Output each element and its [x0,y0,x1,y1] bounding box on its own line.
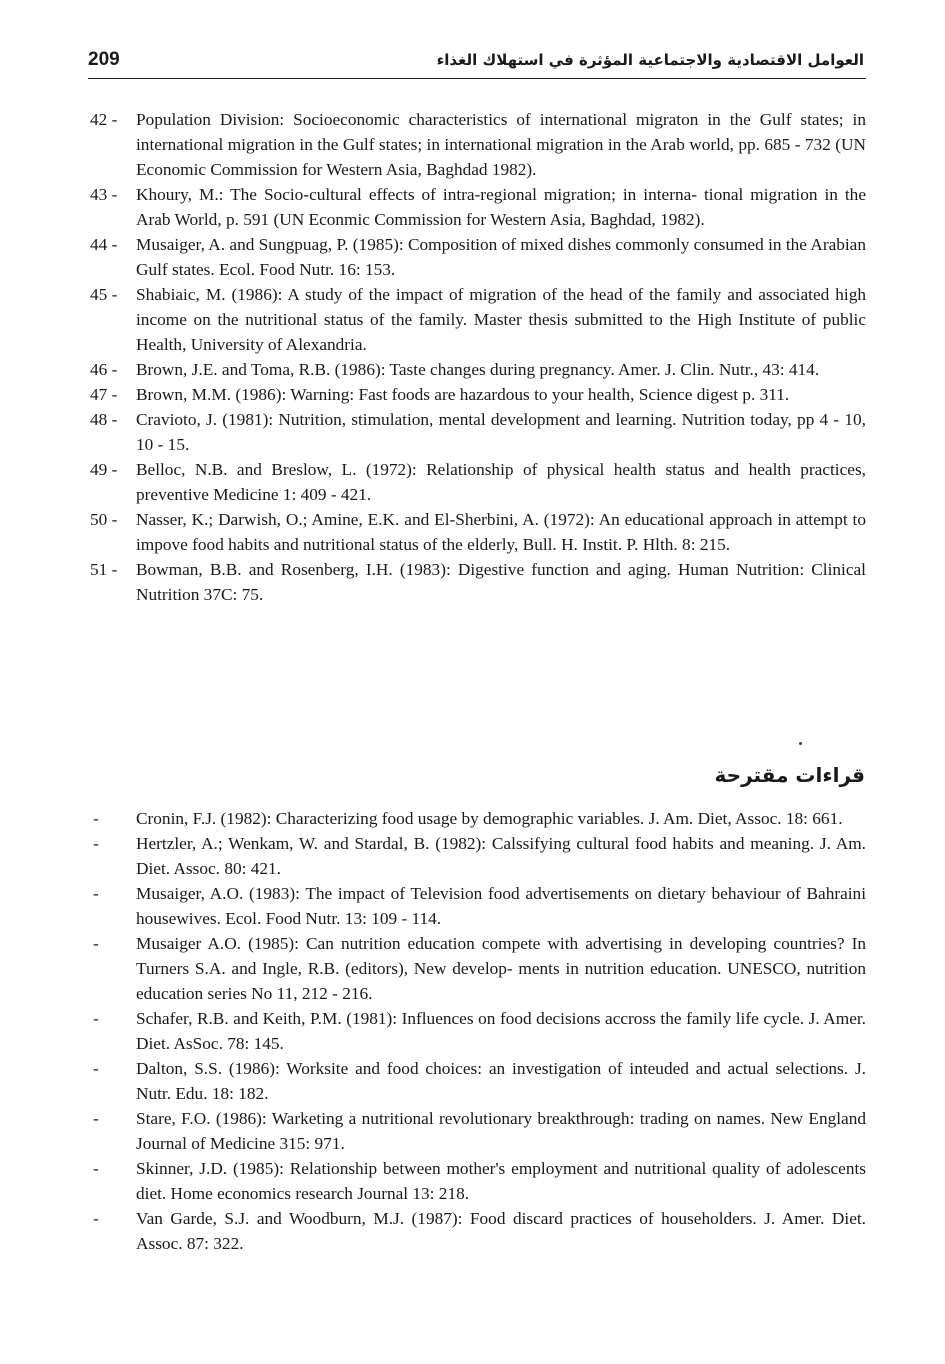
reference-item [90,557,866,607]
reference-text: Population Division: Socioeconomic characteristics of international migraton in the Gulf states; in international migration in the Gulf states; in international migration in the Arab world, pp. 685 - 732 (UN Economic Commission for Western Asia, Baghdad 1982). [136,110,866,179]
dash-bullet: - [93,1009,99,1028]
reference-item [90,507,866,557]
dash-bullet: - [93,1059,99,1078]
reading-text: Skinner, J.D. (1985): Relationship between mother's employment and nutritional quality of adolescents diet. Home economics research Journal 13: 218. [136,1159,866,1203]
reading-text: Dalton, S.S. (1986): Worksite and food choices: an investigation of inteuded and actual selections. J. Nutr. Edu. 18: 182. [136,1059,866,1103]
reading-item [90,881,866,931]
reading-text: Musaiger, A.O. (1983): The impact of Television food advertisements on dietary behaviour of Bahraini housewives. Ecol. Food Nutr. 13: 109 - 114. [136,884,866,928]
dash-bullet: - [93,809,99,828]
reading-text: Stare, F.O. (1986): Warketing a nutritional revolutionary breakthrough: trading on names. New England Journal of Medicine 315: 971. [136,1109,866,1153]
suggested-readings-heading: قراءات مقترحة [714,763,865,787]
reference-text: Brown, J.E. and Toma, R.B. (1986): Taste changes during pregnancy. Amer. J. Clin. Nutr., 43: 414. [136,360,820,379]
reference-item [90,382,866,407]
reference-number: 50 - [90,510,118,529]
reference-number: 49 - [90,460,118,479]
reading-item [90,1056,866,1106]
suggested-readings-list [90,806,866,1256]
dash-bullet: - [93,884,99,903]
page-number: 209 [88,49,120,70]
dash-bullet: - [93,1209,99,1228]
reading-text: Van Garde, S.J. and Woodburn, M.J. (1987): Food discard practices of householders. J. Amer. Diet. Assoc. 87: 322. [136,1209,866,1253]
reference-number: 48 - [90,410,118,429]
reference-number: 47 - [90,385,118,404]
reading-item [90,1006,866,1056]
stray-dot [799,742,802,745]
reference-number: 43 - [90,185,118,204]
reading-text: Schafer, R.B. and Keith, P.M. (1981): Influences on food decisions accross the family life cycle. J. Amer. Diet. AsSoc. 78: 145. [136,1009,866,1053]
dash-bullet: - [93,834,99,853]
reference-text: Khoury, M.: The Socio-cultural effects of intra-regional migration; in interna- tional migration in the Arab World, p. 591 (UN Econmic Commission for Western Asia, Baghdad, 1982). [136,185,866,229]
reading-item [90,1206,866,1256]
reference-list [90,107,866,607]
reference-item [90,357,866,382]
reading-text: Musaiger A.O. (1985): Can nutrition education compete with advertising in developing countries? In Turners S.A. and Ingle, R.B. (editors), New develop- ments in nutrition education. UNESCO, nutrition education series No 11, 212 - 216. [136,934,866,1003]
reference-number: 42 - [90,110,118,129]
reference-text: Brown, M.M. (1986): Warning: Fast foods are hazardous to your health, Science digest p. 311. [136,385,790,404]
reading-text: Hertzler, A.; Wenkam, W. and Stardal, B. (1982): Calssifying cultural food habits and meaning. J. Am. Diet. Assoc. 80: 421. [136,834,866,878]
reference-text: Bowman, B.B. and Rosenberg, I.H. (1983): Digestive function and aging. Human Nutrition: Clinical Nutrition 37C: 75. [136,560,866,604]
reference-text: Nasser, K.; Darwish, O.; Amine, E.K. and El-Sherbini, A. (1972): An educational approach in attempt to impove food habits and nutritional status of the elderly, Bull. H. Instit. P. Hlth. 8: 215. [136,510,866,554]
reference-item [90,282,866,357]
reference-item [90,407,866,457]
reference-text: Musaiger, A. and Sungpuag, P. (1985): Composition of mixed dishes commonly consumed in the Arabian Gulf states. Ecol. Food Nutr. 16: 153. [136,235,866,279]
reference-number: 51 - [90,560,118,579]
reference-item [90,457,866,507]
header-rule [88,78,866,79]
reference-item [90,107,866,182]
running-title: العوامل الاقتصادية والاجتماعية المؤثرة في استهلاك الغذاء [436,51,864,69]
reference-text: Cravioto, J. (1981): Nutrition, stimulation, mental development and learning. Nutrition today, pp 4 - 10, 10 - 15. [136,410,866,454]
reference-number: 44 - [90,235,118,254]
reference-number: 46 - [90,360,118,379]
reading-item [90,1106,866,1156]
reading-item [90,806,866,831]
reference-text: Shabiaic, M. (1986): A study of the impact of migration of the head of the family and associated high income on the nutritional status of the family. Master thesis submitted to the High Institute of public Health, University of Alexandria. [136,285,866,354]
dash-bullet: - [93,1159,99,1178]
reading-text: Cronin, F.J. (1982): Characterizing food usage by demographic variables. J. Am. Diet, Assoc. 18: 661. [136,809,843,828]
dash-bullet: - [93,934,99,953]
dash-bullet: - [93,1109,99,1128]
reference-item [90,232,866,282]
page-header [88,48,864,76]
reference-text: Belloc, N.B. and Breslow, L. (1972): Relationship of physical health status and health practices, preventive Medicine 1: 409 - 421. [136,460,866,504]
reading-item [90,931,866,1006]
reference-number: 45 - [90,285,118,304]
reference-item [90,182,866,232]
reading-item [90,1156,866,1206]
reading-item [90,831,866,881]
